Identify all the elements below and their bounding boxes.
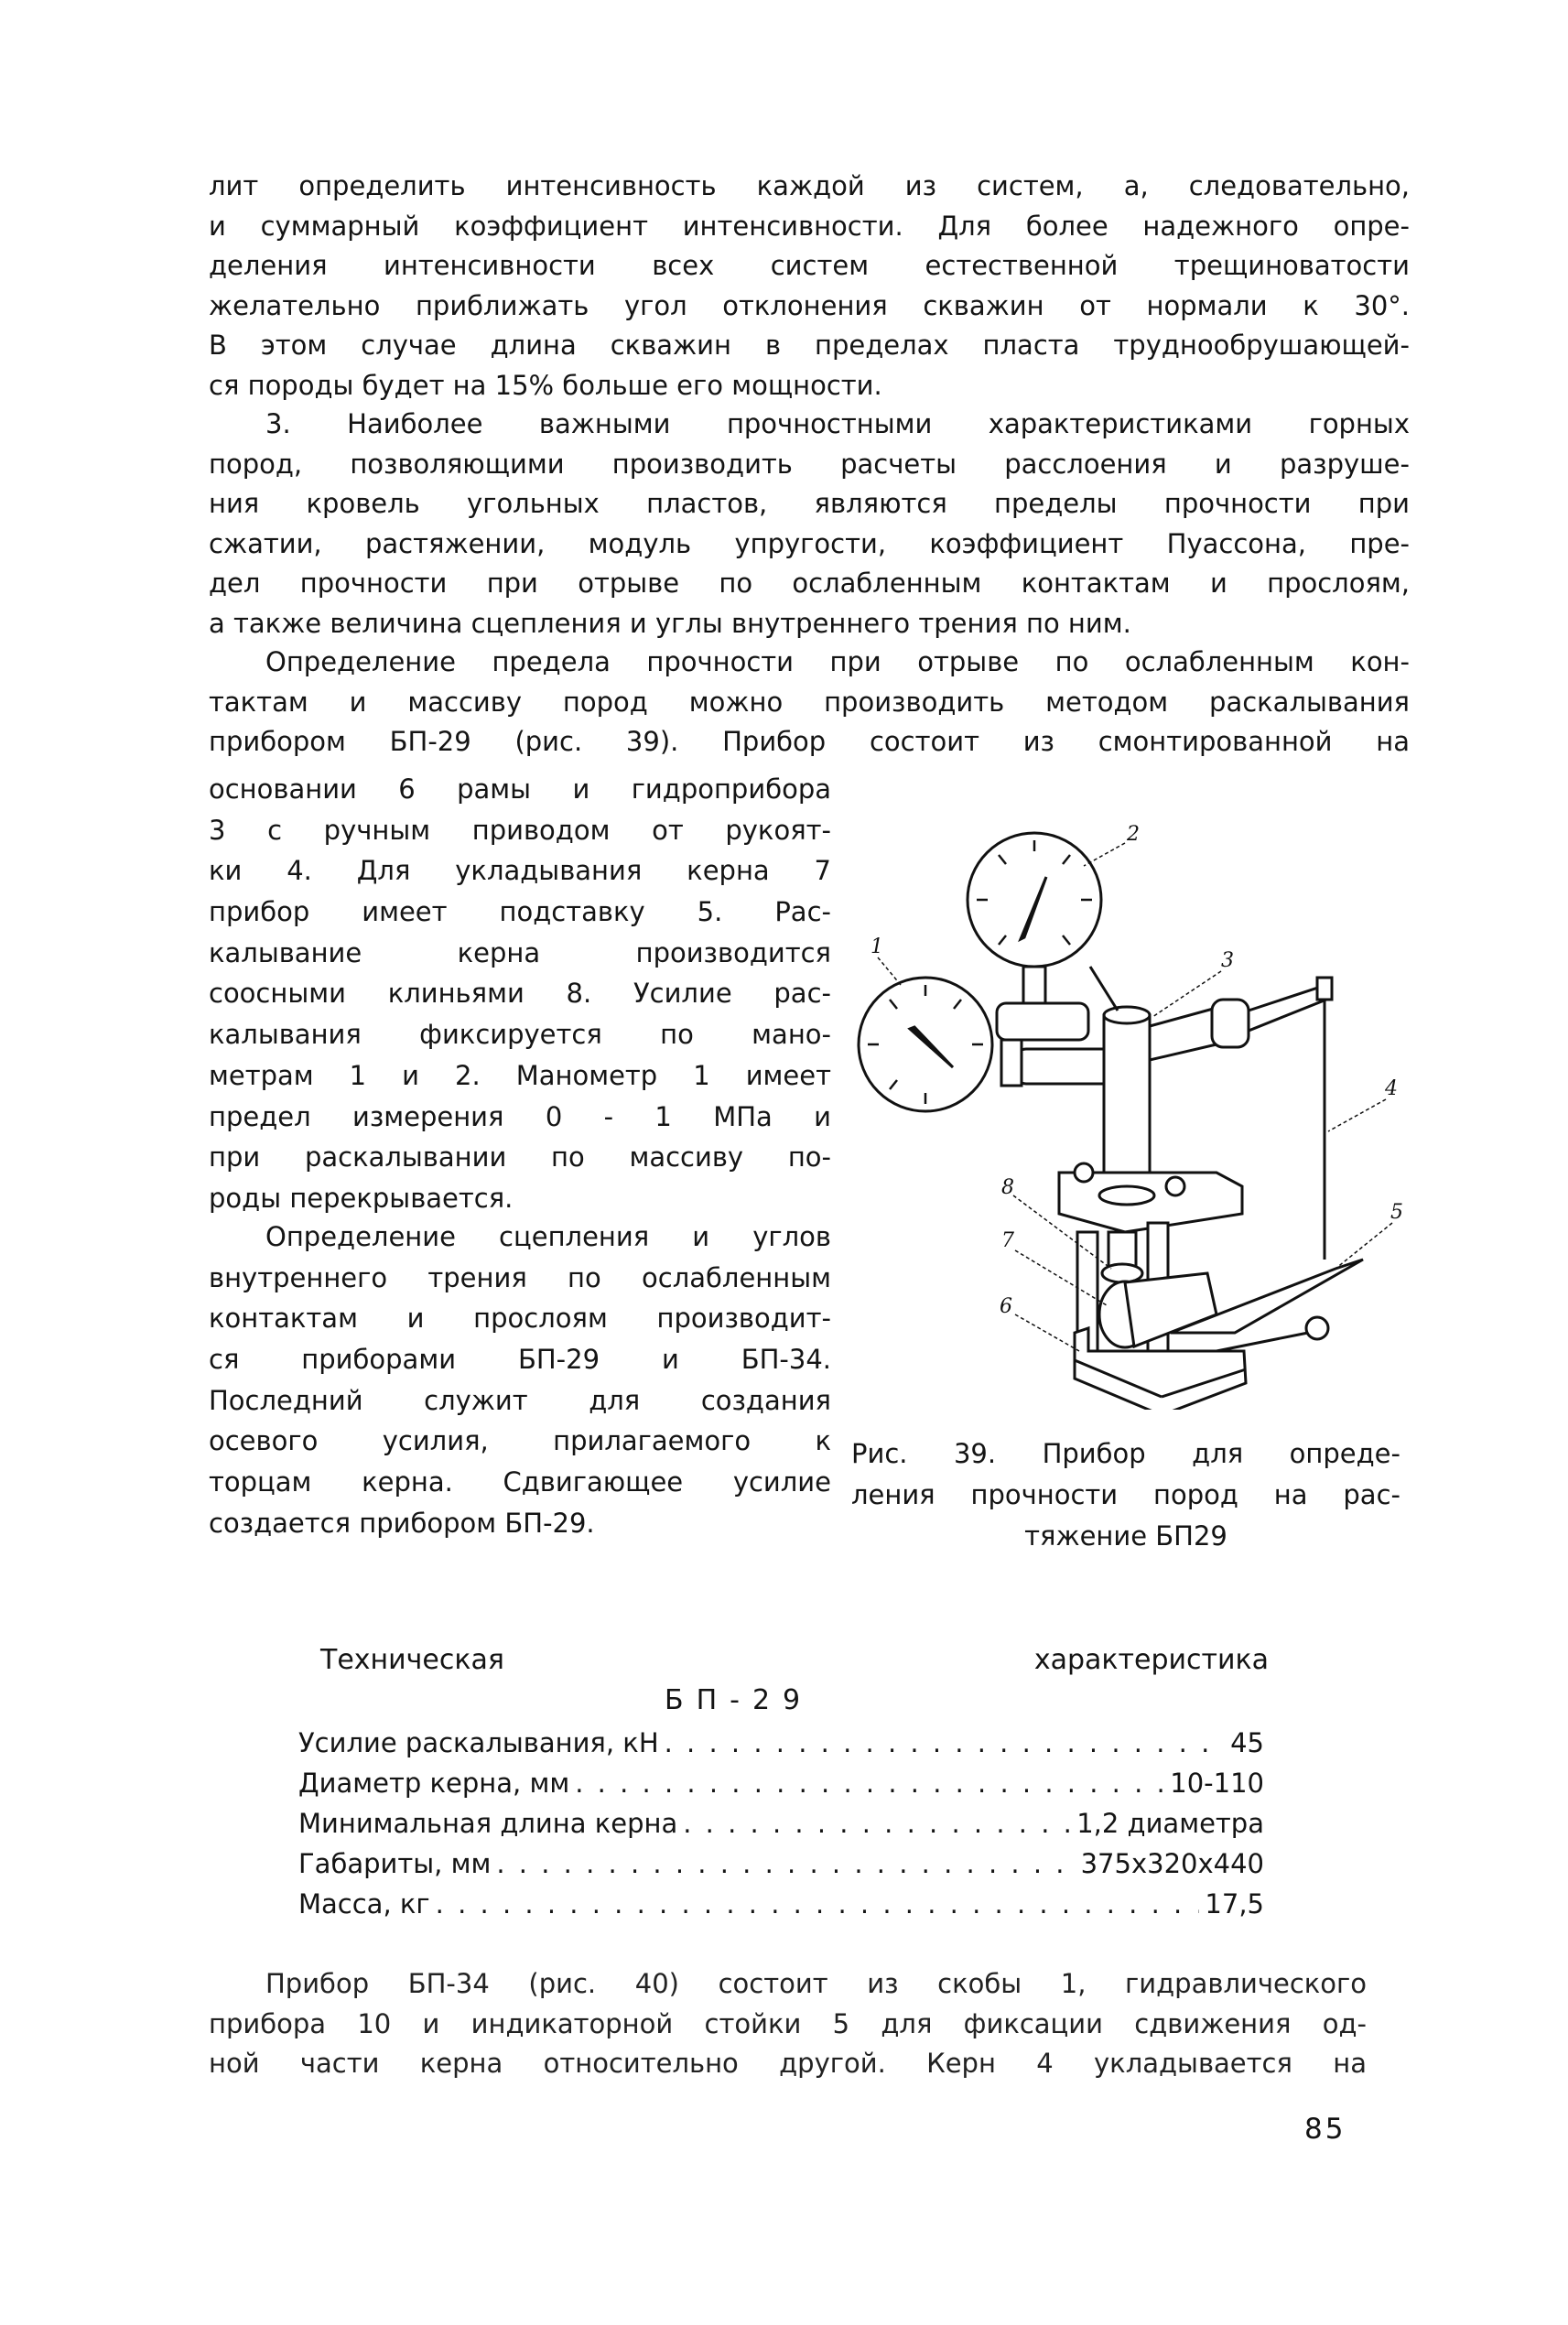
caption-line: тяжение БП29: [1024, 1520, 1227, 1552]
text-line: лит определить интенсивность каждой из систем, а, следовательно,: [209, 170, 1410, 201]
paragraph-bp34: [209, 1964, 1367, 2084]
text-line: и суммарный коэффициент интенсивности. Для более надежного опре-: [209, 210, 1410, 242]
text-line: прибора 10 и индикаторной стойки 5 для фиксации сдвижения од-: [209, 2007, 1367, 2039]
dot-leader: [436, 1884, 1200, 1924]
spec-label: Диаметр керна, мм: [298, 1768, 570, 1799]
text-line: ся породы будет на 15% больше его мощности.: [209, 369, 882, 401]
figure-label-8: 8: [1001, 1176, 1014, 1199]
spec-row: [298, 1763, 1264, 1803]
page-number: 85: [1304, 2113, 1346, 2146]
dot-leader: [496, 1844, 1075, 1884]
text-line: калывания фиксируется по мано-: [209, 1019, 831, 1051]
paragraph-splitting-method: [209, 643, 1410, 762]
text-line: создается прибором БП-29.: [209, 1507, 595, 1539]
spec-title: [320, 1640, 1269, 1681]
text-line: прибором БП-29 (рис. 39). Прибор состоит из смонтированной на: [209, 726, 1410, 757]
text-line: Определение предела прочности при отрыве по ослабленным кон-: [265, 646, 1410, 677]
spec-row: [298, 1723, 1264, 1763]
text-line: ния кровель угольных пластов, являются пределы прочности при: [209, 488, 1410, 519]
text-line: Прибор БП-34 (рис. 40) состоит из скобы 1, гидравлического: [265, 1968, 1367, 1999]
spec-table: [298, 1723, 1264, 1924]
text-line: торцам керна. Сдвигающее усилие: [209, 1466, 831, 1498]
figure-label-7: 7: [1001, 1229, 1014, 1252]
spec-label: Усилие раскалывания, кН: [298, 1727, 659, 1758]
paragraph-device-description: [209, 769, 831, 1219]
text-line: ки 4. Для укладывания керна 7: [209, 855, 831, 887]
text-line: желательно приближать угол отклонения скважин от нормали к 30°.: [209, 289, 1410, 321]
spec-label: Габариты, мм: [298, 1848, 492, 1879]
spec-value: 1,2 диаметра: [1076, 1808, 1264, 1839]
spec-title-text: Техническая характеристика: [320, 1644, 1269, 1676]
text-line: ной части керна относительно другой. Керн 4 укладывается на: [209, 2048, 1367, 2079]
figure-label-4: 4: [1385, 1077, 1398, 1100]
spec-model: БП-29: [665, 1684, 814, 1716]
spec-value: 10-110: [1170, 1768, 1264, 1799]
figure-label-6: 6: [1000, 1295, 1012, 1318]
text-line: осевого усилия, прилагаемого к: [209, 1425, 831, 1457]
spec-label: Масса, кг: [298, 1888, 430, 1919]
text-line: пород, позволяющими производить расчеты расслоения и разруше-: [209, 448, 1410, 480]
dot-leader: [665, 1723, 1225, 1763]
text-line: а также величина сцепления и углы внутреннего трения по ним.: [209, 607, 1131, 639]
text-line: метрам 1 и 2. Манометр 1 имеет: [209, 1059, 831, 1091]
paragraph-strength-characteristics: [209, 405, 1410, 643]
figure-label-3: 3: [1221, 949, 1234, 972]
caption-line: Рис. 39. Прибор для опреде-: [851, 1438, 1400, 1469]
spec-row: [298, 1803, 1264, 1844]
spec-row: [298, 1844, 1264, 1884]
paragraph-cohesion: [209, 1217, 831, 1544]
figure-caption: [851, 1433, 1400, 1557]
figure-label-5: 5: [1390, 1201, 1403, 1224]
paragraph-intensity: [209, 167, 1410, 406]
dot-leader: [683, 1803, 1071, 1844]
manometer-1: [859, 978, 992, 1111]
text-line: сжатии, растяжении, модуль упругости, коэффициент Пуассона, пре-: [209, 527, 1410, 559]
spec-value: 17,5: [1205, 1888, 1264, 1919]
figure-bp29-device: [850, 820, 1410, 1410]
spec-value: 45: [1230, 1727, 1264, 1758]
text-line: основании 6 рамы и гидроприбора: [209, 773, 831, 805]
text-line: внутреннего трения по ослабленным: [209, 1261, 831, 1293]
caption-line: ления прочности пород на рас-: [851, 1479, 1400, 1510]
spec-label: Минимальная длина керна: [298, 1808, 678, 1839]
text-line: роды перекрывается.: [209, 1182, 514, 1214]
text-line: 3. Наиболее важными прочностными характеристиками горных: [265, 408, 1410, 439]
text-line: ся приборами БП-29 и БП-34.: [209, 1344, 831, 1376]
text-line: 3 с ручным приводом от рукоят-: [209, 814, 831, 846]
text-line: В этом случае длина скважин в пределах пласта труднообрушающей-: [209, 330, 1410, 361]
text-line: прибор имеет подставку 5. Рас-: [209, 896, 831, 928]
manometer-2: [968, 833, 1101, 967]
dot-leader: [575, 1763, 1164, 1803]
text-line: дел прочности при отрыве по ослабленным контактам и прослоям,: [209, 568, 1410, 599]
text-line: при раскалывании по массиву по-: [209, 1141, 831, 1173]
text-line: Последний служит для создания: [209, 1384, 831, 1416]
text-line: соосными клиньями 8. Усилие рас-: [209, 978, 831, 1010]
text-line: предел измерения 0 - 1 МПа и: [209, 1100, 831, 1132]
text-line: тактам и массиву пород можно производить методом раскалывания: [209, 686, 1410, 718]
figure-label-1: 1: [871, 935, 883, 958]
spec-value: 375x320x440: [1080, 1848, 1264, 1879]
text-line: Определение сцепления и углов: [265, 1221, 831, 1252]
figure-label-2: 2: [1127, 823, 1140, 846]
spec-row: [298, 1884, 1264, 1924]
text-line: калывание керна производится: [209, 936, 831, 968]
text-line: контактам и прослоям производит-: [209, 1303, 831, 1335]
text-line: деления интенсивности всех систем естественной трещиноватости: [209, 250, 1410, 281]
